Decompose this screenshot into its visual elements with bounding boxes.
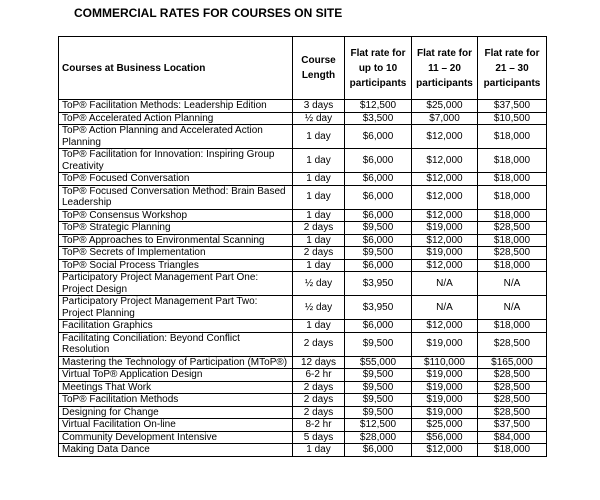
rate-up-to-10-cell: $6,000	[345, 444, 412, 457]
rate-21-30-cell: $10,500	[478, 112, 547, 125]
table-row	[59, 431, 547, 444]
course-name-cell: ToP® Action Planning and Accelerated Action Planning	[59, 125, 293, 149]
rate-11-20-cell: $12,000	[412, 320, 478, 333]
course-length-cell: 2 days	[293, 332, 345, 356]
course-name-cell: Virtual Facilitation On-line	[59, 419, 293, 432]
rate-up-to-10-cell: $12,500	[345, 100, 412, 113]
rate-up-to-10-cell: $9,500	[345, 222, 412, 235]
document-title: COMMERCIAL RATES FOR COURSES ON SITE	[74, 6, 343, 20]
table-row	[59, 173, 547, 186]
course-length-cell: 2 days	[293, 394, 345, 407]
rate-21-30-cell: $18,000	[478, 320, 547, 333]
rate-up-to-10-cell: $28,000	[345, 431, 412, 444]
table-body	[59, 100, 547, 457]
rates-table	[58, 36, 547, 457]
rate-up-to-10-cell: $6,000	[345, 173, 412, 186]
table-row	[59, 247, 547, 260]
rate-11-20-cell: $12,000	[412, 149, 478, 173]
table-row	[59, 369, 547, 382]
course-length-cell: 3 days	[293, 100, 345, 113]
course-name-cell: ToP® Accelerated Action Planning	[59, 112, 293, 125]
rate-21-30-cell: $28,500	[478, 332, 547, 356]
course-name-cell: ToP® Facilitation Methods	[59, 394, 293, 407]
table-row	[59, 406, 547, 419]
rate-21-30-cell: $165,000	[478, 356, 547, 369]
course-length-cell: 1 day	[293, 234, 345, 247]
rate-up-to-10-cell: $6,000	[345, 234, 412, 247]
course-length-cell: 5 days	[293, 431, 345, 444]
course-length-cell: 1 day	[293, 444, 345, 457]
rate-11-20-cell: $19,000	[412, 394, 478, 407]
course-length-cell: ½ day	[293, 296, 345, 320]
course-name-cell: Facilitation Graphics	[59, 320, 293, 333]
course-length-cell: ½ day	[293, 272, 345, 296]
rate-21-30-cell: $28,500	[478, 394, 547, 407]
course-length-cell: 1 day	[293, 125, 345, 149]
table-row	[59, 149, 547, 173]
rate-up-to-10-cell: $6,000	[345, 259, 412, 272]
course-length-cell: 1 day	[293, 185, 345, 209]
rate-up-to-10-cell: $3,950	[345, 272, 412, 296]
rate-up-to-10-cell: $6,000	[345, 149, 412, 173]
course-length-cell: 1 day	[293, 320, 345, 333]
rate-up-to-10-cell: $3,500	[345, 112, 412, 125]
table-row	[59, 419, 547, 432]
rate-11-20-cell: $12,000	[412, 173, 478, 186]
course-name-cell: ToP® Social Process Triangles	[59, 259, 293, 272]
rate-up-to-10-cell: $12,500	[345, 419, 412, 432]
rate-up-to-10-cell: $9,500	[345, 332, 412, 356]
course-length-cell: 2 days	[293, 381, 345, 394]
rate-11-20-cell: $7,000	[412, 112, 478, 125]
table-row	[59, 234, 547, 247]
course-name-cell: Participatory Project Management Part One: Project Design	[59, 272, 293, 296]
course-length-cell: 1 day	[293, 173, 345, 186]
course-length-cell: 6-2 hr	[293, 369, 345, 382]
rate-up-to-10-cell: $3,950	[345, 296, 412, 320]
rate-up-to-10-cell: $9,500	[345, 247, 412, 260]
header-rate-21-30: Flat rate for 21 – 30 participants	[478, 37, 547, 100]
course-name-cell: Mastering the Technology of Participation (MToP®)	[59, 356, 293, 369]
rate-21-30-cell: $28,500	[478, 406, 547, 419]
rate-21-30-cell: $28,500	[478, 247, 547, 260]
header-length: Course Length	[293, 37, 345, 100]
rate-up-to-10-cell: $6,000	[345, 209, 412, 222]
table-row	[59, 381, 547, 394]
table-row	[59, 320, 547, 333]
course-name-cell: ToP® Facilitation Methods: Leadership Edition	[59, 100, 293, 113]
table-row	[59, 185, 547, 209]
course-name-cell: ToP® Facilitation for Innovation: Inspiring Group Creativity	[59, 149, 293, 173]
course-name-cell: ToP® Secrets of Implementation	[59, 247, 293, 260]
rate-up-to-10-cell: $6,000	[345, 185, 412, 209]
rate-up-to-10-cell: $6,000	[345, 125, 412, 149]
table-row	[59, 209, 547, 222]
rate-11-20-cell: $12,000	[412, 125, 478, 149]
rate-11-20-cell: $19,000	[412, 406, 478, 419]
course-name-cell: ToP® Approaches to Environmental Scanning	[59, 234, 293, 247]
table-row	[59, 112, 547, 125]
rate-11-20-cell: $25,000	[412, 419, 478, 432]
rate-11-20-cell: $56,000	[412, 431, 478, 444]
course-length-cell: 8-2 hr	[293, 419, 345, 432]
table-row	[59, 125, 547, 149]
table-row	[59, 272, 547, 296]
rate-21-30-cell: N/A	[478, 272, 547, 296]
rate-21-30-cell: $37,500	[478, 419, 547, 432]
course-name-cell: Participatory Project Management Part Two: Project Planning	[59, 296, 293, 320]
header-course: Courses at Business Location	[59, 37, 293, 100]
course-name-cell: ToP® Consensus Workshop	[59, 209, 293, 222]
course-length-cell: 2 days	[293, 247, 345, 260]
rate-21-30-cell: $18,000	[478, 444, 547, 457]
course-name-cell: Facilitating Conciliation: Beyond Conflict Resolution	[59, 332, 293, 356]
course-length-cell: 1 day	[293, 149, 345, 173]
rate-up-to-10-cell: $9,500	[345, 406, 412, 419]
rate-up-to-10-cell: $55,000	[345, 356, 412, 369]
rate-up-to-10-cell: $6,000	[345, 320, 412, 333]
rate-11-20-cell: $19,000	[412, 369, 478, 382]
rate-11-20-cell: N/A	[412, 272, 478, 296]
table-row	[59, 444, 547, 457]
rate-11-20-cell: $19,000	[412, 332, 478, 356]
header-rate-up-to-10: Flat rate for up to 10 participants	[345, 37, 412, 100]
table-row	[59, 394, 547, 407]
course-name-cell: Meetings That Work	[59, 381, 293, 394]
course-length-cell: 1 day	[293, 259, 345, 272]
rate-11-20-cell: $25,000	[412, 100, 478, 113]
course-length-cell: 2 days	[293, 222, 345, 235]
rate-11-20-cell: $12,000	[412, 209, 478, 222]
table-row	[59, 296, 547, 320]
course-length-cell: 12 days	[293, 356, 345, 369]
table-row	[59, 356, 547, 369]
rate-11-20-cell: $110,000	[412, 356, 478, 369]
course-length-cell: 1 day	[293, 209, 345, 222]
course-name-cell: Virtual ToP® Application Design	[59, 369, 293, 382]
course-name-cell: ToP® Focused Conversation Method: Brain Based Leadership	[59, 185, 293, 209]
rate-11-20-cell: $12,000	[412, 259, 478, 272]
course-name-cell: ToP® Focused Conversation	[59, 173, 293, 186]
rate-up-to-10-cell: $9,500	[345, 369, 412, 382]
rate-21-30-cell: $28,500	[478, 381, 547, 394]
rate-21-30-cell: $18,000	[478, 209, 547, 222]
rate-11-20-cell: $19,000	[412, 381, 478, 394]
course-length-cell: 2 days	[293, 406, 345, 419]
rate-21-30-cell: $18,000	[478, 125, 547, 149]
rate-11-20-cell: $12,000	[412, 234, 478, 247]
rate-11-20-cell: $19,000	[412, 222, 478, 235]
rate-11-20-cell: $19,000	[412, 247, 478, 260]
rate-11-20-cell: N/A	[412, 296, 478, 320]
rate-21-30-cell: $18,000	[478, 185, 547, 209]
table-row	[59, 100, 547, 113]
course-name-cell: Community Development Intensive	[59, 431, 293, 444]
rate-21-30-cell: $28,500	[478, 369, 547, 382]
rate-21-30-cell: $28,500	[478, 222, 547, 235]
rate-11-20-cell: $12,000	[412, 444, 478, 457]
table-row	[59, 222, 547, 235]
rate-21-30-cell: $37,500	[478, 100, 547, 113]
rate-21-30-cell: N/A	[478, 296, 547, 320]
course-name-cell: Making Data Dance	[59, 444, 293, 457]
course-name-cell: Designing for Change	[59, 406, 293, 419]
table-row	[59, 259, 547, 272]
course-name-cell: ToP® Strategic Planning	[59, 222, 293, 235]
rate-11-20-cell: $12,000	[412, 185, 478, 209]
rate-21-30-cell: $18,000	[478, 173, 547, 186]
header-rate-11-20: Flat rate for 11 – 20 participants	[412, 37, 478, 100]
rate-21-30-cell: $18,000	[478, 149, 547, 173]
rate-21-30-cell: $84,000	[478, 431, 547, 444]
rate-21-30-cell: $18,000	[478, 259, 547, 272]
course-length-cell: ½ day	[293, 112, 345, 125]
table-header-row	[59, 37, 547, 100]
rate-up-to-10-cell: $9,500	[345, 394, 412, 407]
rate-21-30-cell: $18,000	[478, 234, 547, 247]
rate-up-to-10-cell: $9,500	[345, 381, 412, 394]
table-row	[59, 332, 547, 356]
